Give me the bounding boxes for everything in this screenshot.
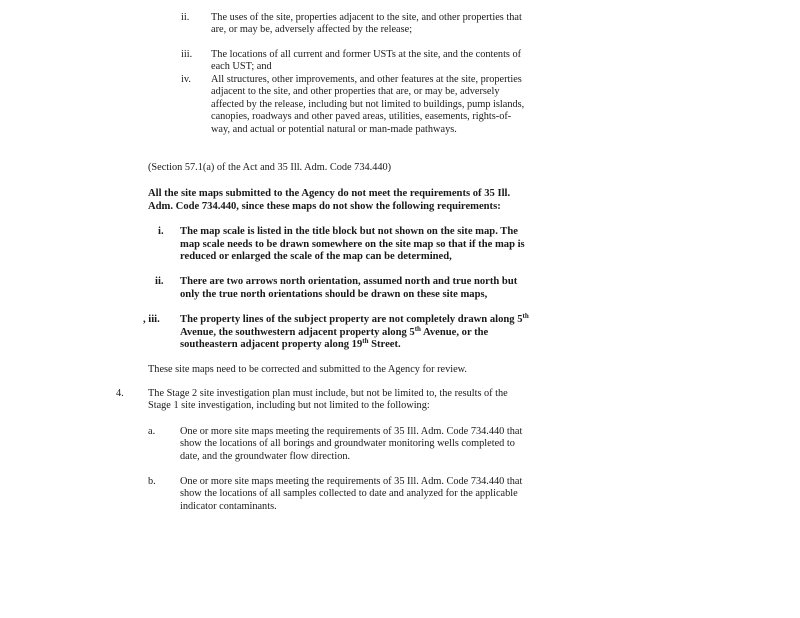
- list-item-text: One or more site maps meeting the requirements of 35 Ill. Adm. Code 734.440 that show the locations of all borings and groundwater monitoring wells completed to date, and the groundwater flow direction.: [180, 426, 523, 462]
- list-number: b.: [148, 476, 156, 487]
- item-text: The Stage 2 site investigation plan must include, but not be limited to, the results of the Stage 1 site investigation, including but not limited to the following:: [148, 388, 508, 412]
- bold-intro: All the site maps submitted to the Agency do not meet the requirements of 35 Ill. Adm. Code 734.440, since these maps do not show the following requirements:: [148, 188, 511, 212]
- list-number: a.: [148, 426, 156, 437]
- list-item-text: The property lines of the subject property are not completely drawn along 5th Avenue, the southwestern adjacent property along 5th Avenue, or the southeastern adjacent property along 19th Street.: [180, 312, 529, 351]
- list-item-text: The uses of the site, properties adjacent to the site, and other properties that are, or may be, adversely affected by the release;: [211, 12, 522, 36]
- list-number: ii.: [181, 12, 190, 23]
- list-item-text: The map scale is listed in the title block but not shown on the site map. The map scale needs to be drawn somewhere on the site map so that if the map is reduced or enlarged the scale of the map can be determined,: [180, 226, 525, 263]
- list-number: iv.: [181, 74, 191, 85]
- list-item-text: The locations of all current and former USTs at the site, and the contents of each UST; and: [211, 49, 522, 73]
- correction-note: These site maps need to be corrected and submitted to the Agency for review.: [148, 364, 467, 375]
- list-number: ii.: [155, 276, 164, 287]
- list-item-text: One or more site maps meeting the requirements of 35 Ill. Adm. Code 734.440 that show the locations of all samples collected to date and analyzed for the applicable indicator contaminants.: [180, 476, 523, 512]
- list-item-text: All structures, other improvements, and other features at the site, properties adjacent to the site, and other properties that are, or may be, adversely affected by the release, including but not limited to buildings, pump islands, canopies, roadways and other paved areas, utilities, easements, rights-of-way, and actual or potential natural or man-made pathways.: [211, 74, 525, 135]
- item-number: 4.: [116, 388, 124, 399]
- list-number: , iii.: [143, 314, 160, 325]
- list-number: i.: [158, 226, 164, 237]
- list-item-text: There are two arrows north orientation, assumed north and true north but only the true north orientations should be drawn on these site maps,: [180, 276, 518, 300]
- citation: (Section 57.1(a) of the Act and 35 Ill. Adm. Code 734.440): [148, 162, 392, 173]
- list-number: iii.: [181, 49, 193, 60]
